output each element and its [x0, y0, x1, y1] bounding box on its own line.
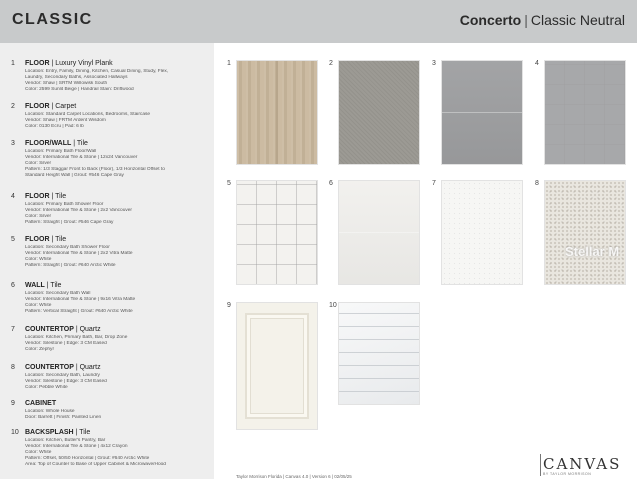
- swatch-number: 1: [227, 60, 231, 67]
- canvas-logo: CANVAS: [543, 455, 622, 473]
- swatch-number: 2: [329, 60, 333, 67]
- spec-detail-line: Color: Silver: [25, 161, 52, 167]
- spec-separator: |: [71, 140, 77, 147]
- spec-number: 10: [11, 429, 19, 436]
- spec-detail-line: Color: White: [25, 303, 52, 309]
- spec-number: 4: [11, 193, 15, 200]
- spec-details: [25, 291, 210, 315]
- spec-category: CABINET: [25, 400, 57, 407]
- collection-name: Concerto: [459, 12, 522, 28]
- spec-title: [25, 140, 88, 147]
- spec-detail-line: Color: Pebble White: [25, 385, 68, 391]
- spec-product: Quartz: [79, 326, 101, 333]
- spec-title: [25, 236, 66, 243]
- spec-details: [25, 438, 210, 468]
- spec-number: 3: [11, 140, 15, 147]
- spec-category: WALL: [25, 282, 45, 289]
- spec-details: [25, 149, 210, 179]
- swatch-cabinet: [236, 302, 318, 430]
- logo-divider: [540, 454, 541, 476]
- spec-title: [25, 103, 76, 110]
- spec-number: 8: [11, 364, 15, 371]
- spec-detail-line: Location: Secondary Bath Shower Floor: [25, 245, 110, 250]
- spec-detail-line: Location: Secondary Bath Wall: [25, 291, 91, 296]
- spec-number: 9: [11, 400, 15, 407]
- spec-detail-line: Vendor: International Tile & Stone | 9x16 Vitra Matte: [25, 297, 136, 303]
- swatch-tile: [441, 60, 523, 165]
- spec-product: Quartz: [79, 364, 101, 371]
- swatch-number: 5: [227, 180, 231, 187]
- spec-detail-line: Vendor: International Tile & Stone | 12x24 Vancouver: [25, 155, 138, 161]
- spec-number: 7: [11, 326, 15, 333]
- swatch-number: 10: [329, 302, 337, 309]
- swatch-number: 8: [535, 180, 539, 187]
- swatch-number: 9: [227, 302, 231, 309]
- spec-detail-line: Vendor: Shaw | FRTM Ardent Wisdom: [25, 118, 106, 124]
- canvas-logo-subtitle: BY TAYLOR MORRISON: [543, 472, 592, 476]
- spec-detail-line: Color: Silver: [25, 214, 52, 220]
- spec-category: FLOOR: [25, 103, 50, 110]
- spec-number: 5: [11, 236, 15, 243]
- spec-number: 1: [11, 60, 15, 67]
- spec-category: FLOOR: [25, 193, 50, 200]
- spec-product: Tile: [79, 429, 91, 436]
- spec-product: Tile: [55, 193, 67, 200]
- spec-detail-line: Location: Kitchen, Butler's Pantry, Bar: [25, 438, 106, 443]
- spec-number: 2: [11, 103, 15, 110]
- spec-details: [25, 112, 210, 130]
- spec-details: [25, 335, 210, 353]
- spec-product: Tile: [76, 140, 88, 147]
- spec-detail-line: Vendor: Shaw | SRTM Willowisk South: [25, 81, 108, 87]
- spec-separator: |: [49, 103, 56, 110]
- cabinet-door-panel: [245, 313, 309, 419]
- swatch-board: [214, 43, 637, 479]
- spec-separator: |: [73, 326, 80, 333]
- spec-title: [25, 193, 66, 200]
- spec-detail-line: Pattern: Vertical Straight | Grout: #640 Arctic White: [25, 309, 133, 315]
- swatch-number: 4: [535, 60, 539, 67]
- brand-title: CLASSIC: [12, 11, 93, 28]
- swatch-wood: [236, 60, 318, 165]
- spec-detail-line: Location: Standard Carpet Locations, Bedrooms, Staircase: [25, 112, 151, 117]
- collection-title: [460, 12, 625, 28]
- spec-detail-line: Color: White: [25, 257, 52, 263]
- spec-category: FLOOR: [25, 60, 50, 67]
- spec-separator: |: [73, 429, 80, 436]
- spec-details: [25, 373, 210, 391]
- spec-detail-line: Pattern: Straight | Grout: #640 Arctic White: [25, 263, 116, 269]
- spec-detail-line: Pattern: 1/3 Staggar Front to Back (Floor), 1/3 Horizontal Offset to: [25, 167, 165, 173]
- spec-title: [25, 429, 90, 436]
- spec-category: COUNTERTOP: [25, 364, 74, 371]
- spec-detail-line: Location: Primary Bath Shower Floor: [25, 202, 104, 207]
- spec-details: [25, 409, 210, 421]
- spec-detail-line: Area: Top of Counter to Base of Upper Cabinet & Microwave/Hood: [25, 462, 166, 468]
- spec-details: [25, 245, 210, 269]
- swatch-subway: [338, 302, 420, 405]
- spec-title: [25, 364, 101, 371]
- spec-detail-line: Vendor: Silestone | Edge: 3 CM Eased: [25, 379, 107, 385]
- spec-category: BACKSPLASH: [25, 429, 74, 436]
- collection-style: Classic Neutral: [530, 12, 625, 28]
- spec-detail-line: Color: White: [25, 450, 52, 456]
- swatch-number: 3: [432, 60, 436, 67]
- spec-separator: |: [49, 60, 56, 67]
- spec-separator: |: [73, 364, 80, 371]
- spec-category: COUNTERTOP: [25, 326, 74, 333]
- spec-separator: |: [49, 236, 56, 243]
- spec-detail-line: Pattern: Offset, 50/50 Horizontal | Grout: #640 Arctic White: [25, 456, 150, 462]
- swatch-number: 6: [329, 180, 333, 187]
- swatch-tile: [338, 180, 420, 285]
- spec-detail-line: Location: Primary Bath Floor/Wall: [25, 149, 97, 154]
- watermark: Stellar M: [565, 244, 620, 259]
- spec-separator: |: [44, 282, 51, 289]
- spec-detail-line: Location: Secondary Bath, Laundry: [25, 373, 100, 378]
- swatch-carpet: [338, 60, 420, 165]
- spec-detail-line: Vendor: Silestone | Edge: 3 CM Eased: [25, 341, 107, 347]
- spec-number: 6: [11, 282, 15, 289]
- spec-detail-line: Pattern: Straight | Grout: #546 Cape Gray: [25, 220, 114, 226]
- spec-title: [25, 60, 113, 67]
- spec-detail-line: Color: 0130 Ecru | Pad: 6 lb: [25, 124, 84, 130]
- spec-detail-line: Color: 2599 Sunlit Beige | Handrail Stain: Driftwood: [25, 87, 134, 93]
- spec-category: FLOOR/WALL: [25, 140, 72, 147]
- swatch-quartz: [441, 180, 523, 285]
- spec-detail-line: Color: Zephyr: [25, 347, 55, 353]
- spec-separator: |: [49, 193, 56, 200]
- spec-detail-line: Location: Whole House: [25, 409, 75, 414]
- spec-product: Tile: [50, 282, 62, 289]
- spec-product: Carpet: [55, 103, 77, 110]
- spec-product: Tile: [55, 236, 67, 243]
- swatch-quartz-speckled: [544, 180, 626, 285]
- footer-note: Taylor Morrison Florida | Canvas 4.0 | Version 6 | 02/05/25: [236, 474, 352, 479]
- spec-title: [25, 282, 61, 289]
- page-header: [0, 0, 637, 43]
- spec-detail-line: Laundry, Secondary Baths, Associated Hallways: [25, 75, 128, 81]
- spec-product: Luxury Vinyl Plank: [55, 60, 113, 67]
- swatch-number: 7: [432, 180, 436, 187]
- spec-title: [25, 326, 101, 333]
- swatch-mosaic: [236, 180, 318, 285]
- spec-sidebar: [0, 43, 214, 479]
- spec-detail-line: Standard Height Wall | Grout: #546 Cape Gray: [25, 173, 124, 179]
- spec-details: [25, 202, 210, 226]
- swatch-mosaic: [544, 60, 626, 165]
- spec-title: [25, 400, 56, 407]
- spec-category: FLOOR: [25, 236, 50, 243]
- spec-detail-line: Vendor: International Tile & Stone | 4x12 Crayon: [25, 444, 128, 450]
- title-separator: |: [524, 12, 528, 28]
- spec-detail-line: Vendor: International Tile & Stone | 2x2 Vancouver: [25, 208, 133, 214]
- spec-detail-line: Location: Kitchen, Primary Bath, Bar, Drop Zone: [25, 335, 128, 340]
- spec-detail-line: Vendor: International Tile & Stone | 2x2 Vitra Matte: [25, 251, 133, 257]
- spec-details: [25, 69, 210, 93]
- spec-detail-line: Door: Barrett | Finish: Painted Linen: [25, 415, 102, 421]
- spec-detail-line: Location: Entry, Family, Dining, Kitchen, Casual Dining, Study, Flex,: [25, 69, 169, 74]
